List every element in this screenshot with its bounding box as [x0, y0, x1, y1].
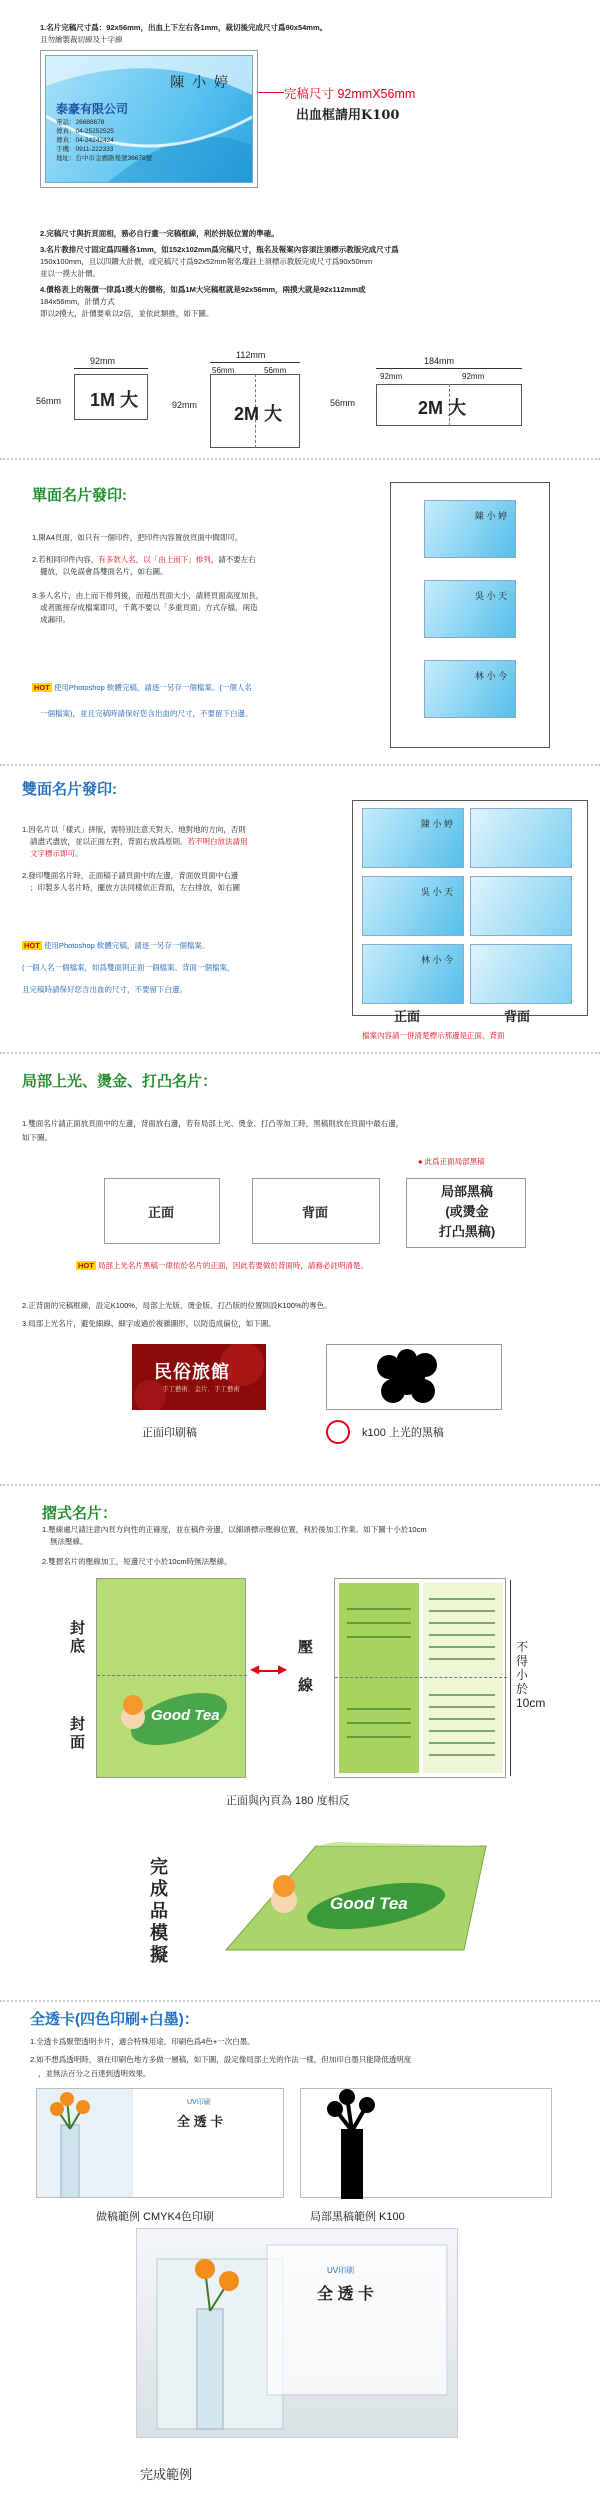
single-p2-highlight: 有多款人名，以「由上而下」排列: [98, 555, 211, 564]
clear-cmyk-sample: [36, 2088, 284, 2198]
card-line: 傳真：04-25252525: [56, 128, 114, 135]
intro-p3b: 150x100mm，且以四鑽大計價，或完稿尺寸爲92x52mm報名瓊註上須標示教版完成尺寸爲90x50mm: [40, 257, 373, 266]
card-company: 泰豪有限公司: [56, 102, 129, 116]
single-p2-text2: ，請不要左右: [210, 555, 256, 564]
sample-brand: 民俗旅館: [154, 1362, 230, 1382]
crease-arrow-left: ◀: [250, 1662, 260, 1676]
double-front-label: 正面: [394, 1009, 421, 1024]
fold-inner-lines: [335, 1579, 507, 1779]
crease-label-b: 線: [298, 1677, 314, 1694]
hot-badge: HOT: [24, 941, 40, 950]
card-line: 手機：0911-222333: [56, 146, 114, 153]
d1-side-label: 56mm: [36, 396, 62, 406]
d2-label: 2M 大: [234, 404, 283, 424]
clear-p1: 1.全透卡爲聚塑透明卡片，適合特殊用途，印刷色爲4色+一次白墨。: [30, 2037, 255, 2046]
partial-p1a: 1.雙面名片請正面放頁面中的左邊，背面放右邊，若有局部上光、燙金、打凸等加工時，黑稿則放在頁面中最右邊，: [22, 1119, 404, 1128]
finished-card-title: 全 透 卡: [317, 2286, 374, 2303]
clear-card-small: UV印刷: [187, 2099, 211, 2106]
spec-pointer-line: [258, 92, 284, 93]
partial-p2: 2.正背面的完稿框線，設定K100%，局部上光版、燙金版、打凸版的位置則設K100%的專色。: [22, 1301, 332, 1310]
double-back-3: [470, 944, 572, 1004]
section-divider: [0, 764, 600, 766]
double-card-name: 吳 小 天: [420, 887, 453, 897]
clear-p2a: 2.如不想爲透明時，須在印刷色地方多做一層稿，如下圖，設定像局部上光的作法一樣，但加印白墨只能降低透明度: [30, 2055, 412, 2064]
mock-char: 成: [150, 1879, 168, 1899]
single-card-name: 吳 小 天: [474, 591, 507, 601]
card-contact-lines: [56, 118, 152, 163]
double-p1c: 若不明白放法請用: [187, 837, 248, 846]
hot-badge: HOT: [78, 1261, 94, 1270]
clear-p2b: ，並無法百分之百達到透明效果。: [38, 2069, 151, 2078]
card-person-name: 陳 小 婷: [170, 74, 230, 90]
d3-side-label: 56mm: [330, 398, 356, 408]
fold-label-cover: 封面: [70, 1716, 86, 1751]
card-line: 地址：台中市金鷹路幾號36678號: [56, 155, 153, 162]
single-p3c: 成漏印。: [40, 615, 70, 624]
fold-side-note: 不得小於10cm: [516, 1640, 546, 1710]
double-p2a: 2.發印雙面名片時，正面稿子請頁面中的左邊，背面放頁面中右邊: [22, 871, 239, 880]
double-hot-line: [22, 940, 209, 952]
intro-line1: 1.名片完稿尺寸爲：92x56mm，出血上下左右各1mm，裁切後完成尺寸爲90x54mm。: [40, 23, 328, 32]
intro-p4b: 184x56mm，計價方式: [40, 297, 115, 306]
single-hot-a: 使用Photoshop 軟體完稿，請逐一另存一個檔案。(一個人名: [53, 683, 252, 692]
d2-inner-a: 56mm: [212, 366, 235, 375]
fold-outer-crease: [97, 1675, 247, 1676]
double-hot-b: (一個人名一個檔案，如爲雙面則正面一個檔案、背面一個檔案，: [22, 963, 235, 972]
double-p1d: 文字標示即可。: [30, 849, 83, 858]
black-flower-shape: [327, 1345, 503, 1411]
partial-black-a: 局部黑稿: [440, 1184, 493, 1199]
d1-label: 1M 大: [90, 390, 139, 410]
card-face: [45, 55, 253, 183]
spec-size: 完稿尺寸 92mmX56mm: [284, 87, 416, 101]
single-card-name: 林 小 今: [474, 671, 507, 681]
clear-black-sample: [300, 2088, 552, 2198]
d3-label: 2M 大: [418, 398, 467, 418]
clear-card-title: 全 透 卡: [177, 2114, 224, 2129]
mock-label: [150, 1856, 172, 1966]
partial-title: 局部上光、燙金、打凸名片：: [22, 1073, 218, 1090]
d3-top-dim: [376, 368, 522, 369]
d2-side-label: 92mm: [172, 400, 198, 410]
clear-cap-left: 做稿範例 CMYK4色印刷: [96, 2211, 214, 2223]
finished-card-small: UV印刷: [327, 2266, 355, 2275]
single-card-name: 陳 小 婷: [474, 511, 507, 521]
partial-p3: 3.局部上光名片，避免細線、細字或過於複雜圖形，以防造成偏位，如下圖。: [22, 1319, 276, 1328]
single-card-3: [424, 660, 516, 718]
d3-top-label: 184mm: [424, 356, 455, 366]
single-card-2: [424, 580, 516, 638]
double-note: 檔案內容請一併清楚標示那邊是正面、背面: [362, 1031, 505, 1040]
fold-cap-rotate: 正面與內頁為 180 度相反: [226, 1795, 350, 1807]
double-title: 雙面名片發印:: [22, 781, 117, 798]
partial-front-label: 正面: [148, 1205, 175, 1220]
single-card-1: [424, 500, 516, 558]
double-hot-a: 使用Photoshop 軟體完稿，請逐一另存一個檔案。: [43, 941, 210, 950]
d2-top-dim: [210, 362, 300, 363]
mock-char: 品: [150, 1901, 168, 1921]
partial-sample-black: [326, 1344, 502, 1410]
intro-p4a: 4.價格表上的報價一律爲1摸大的價格，如爲1M大完稿框就是92x56mm，兩摸大就是92x112mm或: [40, 285, 366, 294]
section-divider: [0, 1484, 600, 1486]
finished-photo-art: [137, 2229, 458, 2438]
clear-title: 全透卡(四色印刷+白墨)：: [30, 2011, 199, 2028]
double-p2b: ；印製多人名片時，擺放方法同樣依正背面，左右排放，如右圖: [30, 883, 240, 892]
d1-top-label: 92mm: [90, 356, 116, 366]
intro-line1b: 且勿繪製裁切線及十字線: [40, 35, 123, 44]
partial-black-c: 打凸黑稿): [438, 1224, 496, 1239]
single-p3a: 3.多人名片，由上而下排列後，而超出頁面大小，請將頁面高度加長，: [32, 591, 264, 600]
partial-black-label: [426, 1182, 508, 1242]
crease-label-a: 壓: [298, 1639, 314, 1656]
card-line: 傳真：04-24242424: [56, 137, 114, 144]
sample-sub: 手工藝術．金片．手工藝術: [162, 1386, 240, 1393]
double-p1a: 1.因名片以「樣式」拼版，需特別注意天對天、地對地的方向，否則: [22, 825, 246, 834]
mock-char: 擬: [150, 1945, 168, 1965]
intro-p3c: 並以一摸大計價。: [40, 269, 100, 278]
single-p2d: 擺放，以免誤會爲雙面名片，如右圖。: [40, 567, 168, 576]
single-p3b: 或者匯接存成檔案即可，千萬不要以「多重頁面」方式存檔，兩造: [40, 603, 258, 612]
mock-char: 完: [150, 1857, 168, 1877]
partial-cap-front: 正面印刷稿: [142, 1427, 197, 1439]
partial-sample-front: [132, 1344, 266, 1410]
d3-inner-a: 92mm: [380, 372, 403, 381]
partial-hot-line: [76, 1260, 368, 1272]
clear-cap-done: 完成範例: [140, 2467, 193, 2482]
single-hot-line: [32, 682, 252, 694]
size-dim-line: [510, 1580, 511, 1776]
partial-cap-black: k100 上光的黑稿: [362, 1427, 444, 1439]
crease-arrow-right: ▶: [278, 1662, 288, 1676]
double-p1b-line: [30, 836, 248, 848]
single-p2-text: 2.若相同印件內容，: [32, 555, 99, 564]
d1-top-dim: [74, 368, 148, 369]
double-card-name: 林 小 今: [420, 955, 453, 965]
double-front-2: [362, 876, 464, 936]
double-back-label: 背面: [504, 1009, 531, 1024]
section-divider: [0, 458, 600, 460]
red-circle-marker: [326, 1420, 350, 1444]
single-p2: [32, 554, 256, 566]
section-divider: [0, 1052, 600, 1054]
hot-badge: HOT: [34, 683, 50, 692]
fold-cover-text: Good Tea: [151, 1707, 220, 1724]
single-title: 單面名片發印:: [32, 487, 127, 504]
spec-k100: 出血框請用K100: [296, 108, 400, 123]
partial-hot-text: 局部上光名片黑稿一律依於名片的正面，因此若要做於背面時，請務必註明清楚。: [97, 1261, 368, 1270]
partial-note-text: 此爲正面局部黑稿: [424, 1157, 485, 1166]
clear-finished-photo: [136, 2228, 458, 2438]
single-hot-b: 一個檔案)，並且完稿時請保好您含出血的尺寸，不要留下白邊。: [40, 709, 253, 718]
fold-inner-card: [334, 1578, 506, 1778]
fold-title: 摺式名片：: [42, 1505, 118, 1522]
single-p1: 1.開A4頁面，如只有一個印件，把印件內容置放頁面中間即可。: [32, 533, 243, 542]
flower-photo: [37, 2089, 284, 2198]
fold-outer-card: [96, 1578, 246, 1778]
mock-char: 模: [150, 1923, 168, 1943]
d2-inner-b: 56mm: [264, 366, 287, 375]
mock-cover-text: Good Tea: [330, 1894, 408, 1913]
clear-cap-right: 局部黑稿範例 K100: [310, 2211, 405, 2223]
card-line: 電話：26688678: [56, 119, 105, 126]
double-hot-c: 且完稿時請保好您含出血的尺寸，不要留下白邊。: [22, 985, 187, 994]
fold-p1a: 1.壓線處尺請注意內頁方向性的正確度，並在稿件旁邊，以細頭標示壓線位置，利於後加工作業。如下圖十小於10cm: [42, 1525, 427, 1534]
intro-p4c: 即以2摸大，計價要乘以2倍，並依此類推，如下圖。: [40, 309, 214, 318]
fold-outer-art: [97, 1579, 247, 1779]
double-back-1: [470, 808, 572, 868]
double-back-2: [470, 876, 572, 936]
double-front-3: [362, 944, 464, 1004]
intro-p2: 2.完稿尺寸與折頁面相，務必自行畫一完稿框線，利於拼版位置的準確。: [40, 229, 279, 238]
d3-inner-b: 92mm: [462, 372, 485, 381]
fold-label-bottom: 封底: [70, 1620, 86, 1655]
d2-top-label: 112mm: [236, 350, 266, 360]
sample-business-card: [40, 50, 258, 188]
double-front-1: [362, 808, 464, 868]
intro-p3a: 3.名片教排尺寸固定爲四種各1mm，如152x102mm爲完稿尺寸，瓶名及報案內容須注須標示教版完成尺寸爲: [40, 245, 399, 254]
partial-black-b: (或燙金: [445, 1204, 489, 1219]
black-flower-silhouette: [301, 2089, 553, 2199]
fold-p2: 2.雙摺名片的壓線加工，短邊尺寸小於10cm時無法壓線。: [42, 1557, 232, 1566]
double-p1b: 請盡式盡放，並以正面左對，背面右放爲原則。: [30, 837, 188, 846]
fold-p1b: 無法壓線。: [50, 1537, 88, 1546]
partial-p1b: 如下圖。: [22, 1133, 52, 1142]
double-card-name: 陳 小 婷: [420, 819, 453, 829]
partial-back-label: 背面: [302, 1205, 329, 1220]
section-divider: [0, 2000, 600, 2002]
partial-note-right: ● 此爲正面局部黑稿: [418, 1157, 485, 1166]
